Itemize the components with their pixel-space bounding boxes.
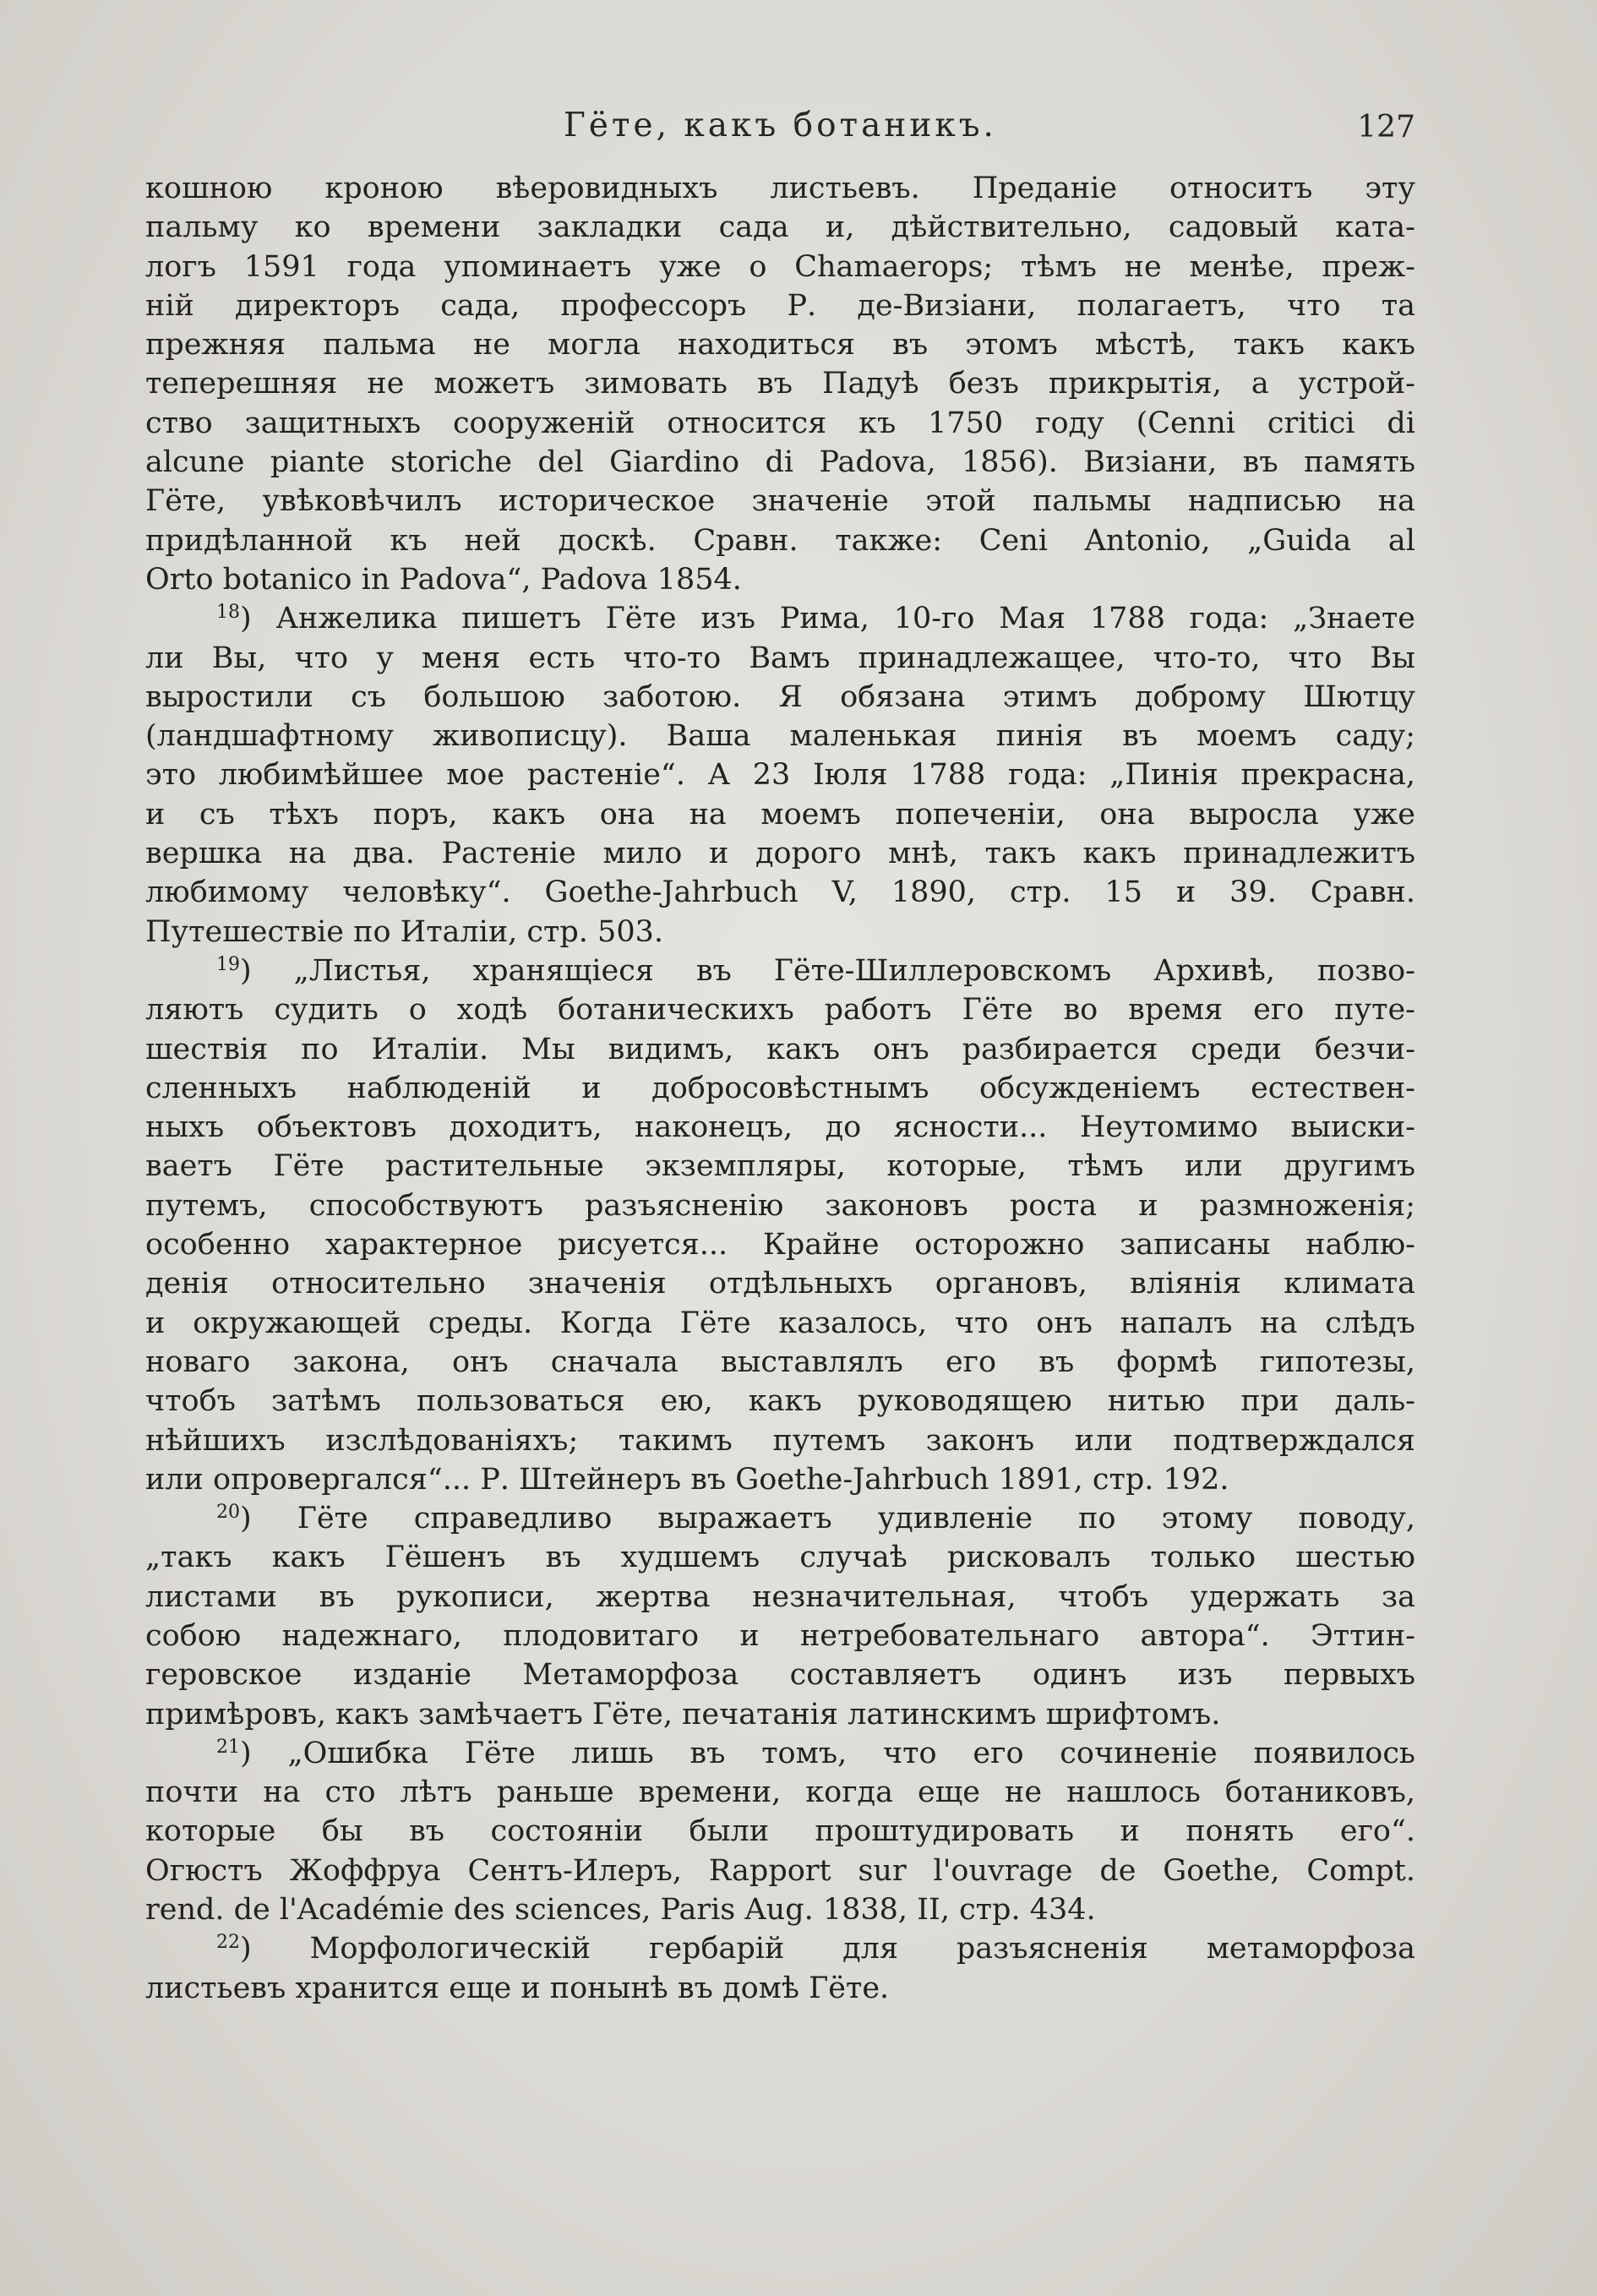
line-text: денія относительно значенія отдѣльныхъ органовъ, вліянія климата [145,1267,1415,1301]
text-line [145,1578,1415,1617]
line-text: ныхъ объектовъ доходитъ, наконецъ, до ясности... Неутомимо выиски- [145,1110,1415,1145]
line-text: (ландшафтному живописцу). Ваша маленькая пинія въ моемъ саду; [145,719,1415,754]
line-text: собою надежнаго, плодовитаго и нетребовательнаго автора“. Эттин- [145,1618,1415,1653]
text-line [145,1812,1415,1851]
line-text: alcune piante storiche del Giardino di Padova, 1856). Визіани, въ память [145,445,1415,480]
text-line [145,1773,1415,1812]
footnote-number: 18 [216,602,240,624]
line-text: вершка на два. Растеніе мило и дорого мнѣ, такъ какъ принадлежитъ [145,837,1415,871]
footnote-number: 20 [216,1502,240,1524]
line-text: листьевъ хранится еще и понынѣ въ домѣ Гёте. [145,1971,890,2005]
line-text: примѣровъ, какъ замѣчаетъ Гёте, печатанія латинскимъ шрифтомъ. [145,1697,1221,1732]
line-text: выростили съ большою заботою. Я обязана этимъ доброму Шютцу [145,679,1415,714]
text-line [145,639,1415,678]
text-line [145,169,1415,208]
footnote-first-line [145,1734,1415,1773]
line-text: путемъ, способствуютъ разъясненію законовъ роста и размноженія; [145,1188,1415,1223]
text-line [145,1225,1415,1264]
line-text: rend. de l'Académie des sciences, Paris Aug. 1838, II, стр. 434. [145,1893,1096,1928]
line-text: и съ тѣхъ поръ, какъ она на моемъ попеченіи, она выросла уже [145,797,1415,832]
text-line [145,1695,1415,1734]
text-line [145,1264,1415,1303]
footnote-first-line [145,1929,1415,1968]
line-text: почти на сто лѣтъ раньше времени, когда еще не нашлось ботаниковъ, [145,1775,1415,1810]
line-text: и окружающей среды. Когда Гёте казалось, что онъ напалъ на слѣдъ [145,1306,1415,1340]
line-text: Огюстъ Жоффруа Сентъ-Илеръ, Rapport sur l'ouvrage de Goethe, Compt. [145,1853,1415,1888]
line-text: новаго закона, онъ сначала выставлялъ его въ формѣ гипотезы, [145,1344,1415,1379]
text-line [145,755,1415,794]
line-text: ) Морфологическій гербарій для разъясненія метаморфоза [240,1932,1415,1966]
text-line [145,1069,1415,1108]
text-line [145,1108,1415,1147]
footnote-first-line [145,952,1415,990]
text-line [145,1382,1415,1421]
line-text: нѣйшихъ изслѣдованіяхъ; такимъ путемъ законъ или подтверждался [145,1423,1415,1458]
line-text: ) Анжелика пишетъ Гёте изъ Рима, 10-го Мая 1788 года: „Знаете [240,602,1415,636]
line-text: ) „Ошибка Гёте лишь въ томъ, что его сочиненіе появилось [240,1736,1415,1770]
body-text [145,169,1415,2008]
text-line [145,717,1415,755]
text-line [145,208,1415,247]
line-text: ство защитныхъ сооруженій относится къ 1750 году (Cenni critici di [145,406,1415,440]
line-text: геровское изданіе Метаморфоза составляетъ одинъ изъ первыхъ [145,1658,1415,1693]
text-line [145,1030,1415,1069]
line-text: ній директоръ сада, профессоръ Р. де-Визіани, полагаетъ, что та [145,288,1415,323]
line-text: особенно характерное рисуется... Крайне осторожно записаны наблю- [145,1228,1415,1263]
text-line [145,678,1415,717]
text-line [145,913,1415,952]
line-text: любимому человѣку“. Goethe-Jahrbuch V, 1890, стр. 15 и 39. Сравн. [145,875,1415,910]
page-number: 127 [1357,110,1415,145]
line-text: Путешествіе по Италіи, стр. 503. [145,914,663,949]
footnote-first-line [145,599,1415,638]
line-text: или опровергался“... Р. Штейнеръ въ Goethe-Jahrbuch 1891, стр. 192. [145,1462,1229,1497]
line-text: теперешняя не можетъ зимовать въ Падуѣ безъ прикрытія, а устрой- [145,367,1415,401]
running-head [145,101,1415,152]
text-line [145,1852,1415,1890]
text-line [145,1969,1415,2008]
text-line [145,325,1415,364]
line-text: ваетъ Гёте растительные экземпляры, которые, тѣмъ или другимъ [145,1149,1415,1184]
line-text: Orto botanico in Padova“, Padova 1854. [145,562,742,597]
text-line [145,404,1415,443]
footnote-number: 19 [216,953,240,975]
footnote-first-line [145,1499,1415,1538]
text-line [145,1304,1415,1343]
text-line [145,521,1415,560]
line-text: логъ 1591 года упоминаетъ уже о Chamaerops; тѣмъ не менѣе, преж- [145,249,1415,284]
line-text: которые бы въ состояніи были проштудировать и понять его“. [145,1814,1415,1849]
running-title: Гёте, какъ ботаникъ. [564,106,997,145]
text-line [145,1421,1415,1460]
line-text: прежняя пальма не могла находиться въ этомъ мѣстѣ, такъ какъ [145,328,1415,363]
line-text: чтобъ затѣмъ пользоваться ею, какъ руководящею нитью при даль- [145,1384,1415,1419]
line-text: пальму ко времени закладки сада и, дѣйствительно, садовый ката- [145,210,1415,245]
text-line [145,1617,1415,1655]
text-line [145,795,1415,834]
line-text: „такъ какъ Гёшенъ въ худшемъ случаѣ рисковалъ только шестью [145,1541,1415,1575]
text-line [145,1538,1415,1577]
text-line [145,1460,1415,1499]
text-line [145,286,1415,325]
line-text: шествія по Италіи. Мы видимъ, какъ онъ разбирается среди безчи- [145,1032,1415,1066]
line-text: ) „Листья, хранящіеся въ Гёте-Шиллеровскомъ Архивѣ, позво- [240,953,1415,988]
text-line [145,482,1415,521]
text-line [145,443,1415,482]
line-text: ли Вы, что у меня есть что-то Вамъ принадлежащее, что-то, что Вы [145,641,1415,675]
line-text: Гёте, увѣковѣчилъ историческое значеніе этой пальмы надписью на [145,484,1415,519]
text-line [145,990,1415,1029]
text-line [145,1655,1415,1694]
line-text: кошною кроною вѣеровидныхъ листьевъ. Преданіе относитъ эту [145,172,1415,205]
line-text: ляютъ судить о ходѣ ботаническихъ работъ Гёте во время его путе- [145,993,1415,1028]
footnote-number: 22 [216,1932,240,1954]
line-text: сленныхъ наблюденій и добросовѣстнымъ обсужденіемъ естествен- [145,1071,1415,1105]
line-text: листами въ рукописи, жертва незначительная, чтобъ удержать за [145,1579,1415,1614]
text-line [145,248,1415,286]
text-line [145,364,1415,403]
line-text: придѣланной къ ней доскѣ. Сравн. также: Ceni Antonio, „Guida al [145,523,1415,558]
text-line [145,873,1415,912]
text-line [145,1147,1415,1186]
text-line [145,1343,1415,1382]
text-line [145,1890,1415,1929]
footnote-number: 21 [216,1736,240,1758]
text-line [145,560,1415,599]
line-text: ) Гёте справедливо выражаетъ удивленіе по этому поводу, [240,1502,1415,1536]
line-text: это любимѣйшее мое растеніе“. А 23 Іюля 1788 года: „Пинія прекрасна, [145,758,1415,793]
text-line [145,1186,1415,1225]
text-line [145,834,1415,873]
